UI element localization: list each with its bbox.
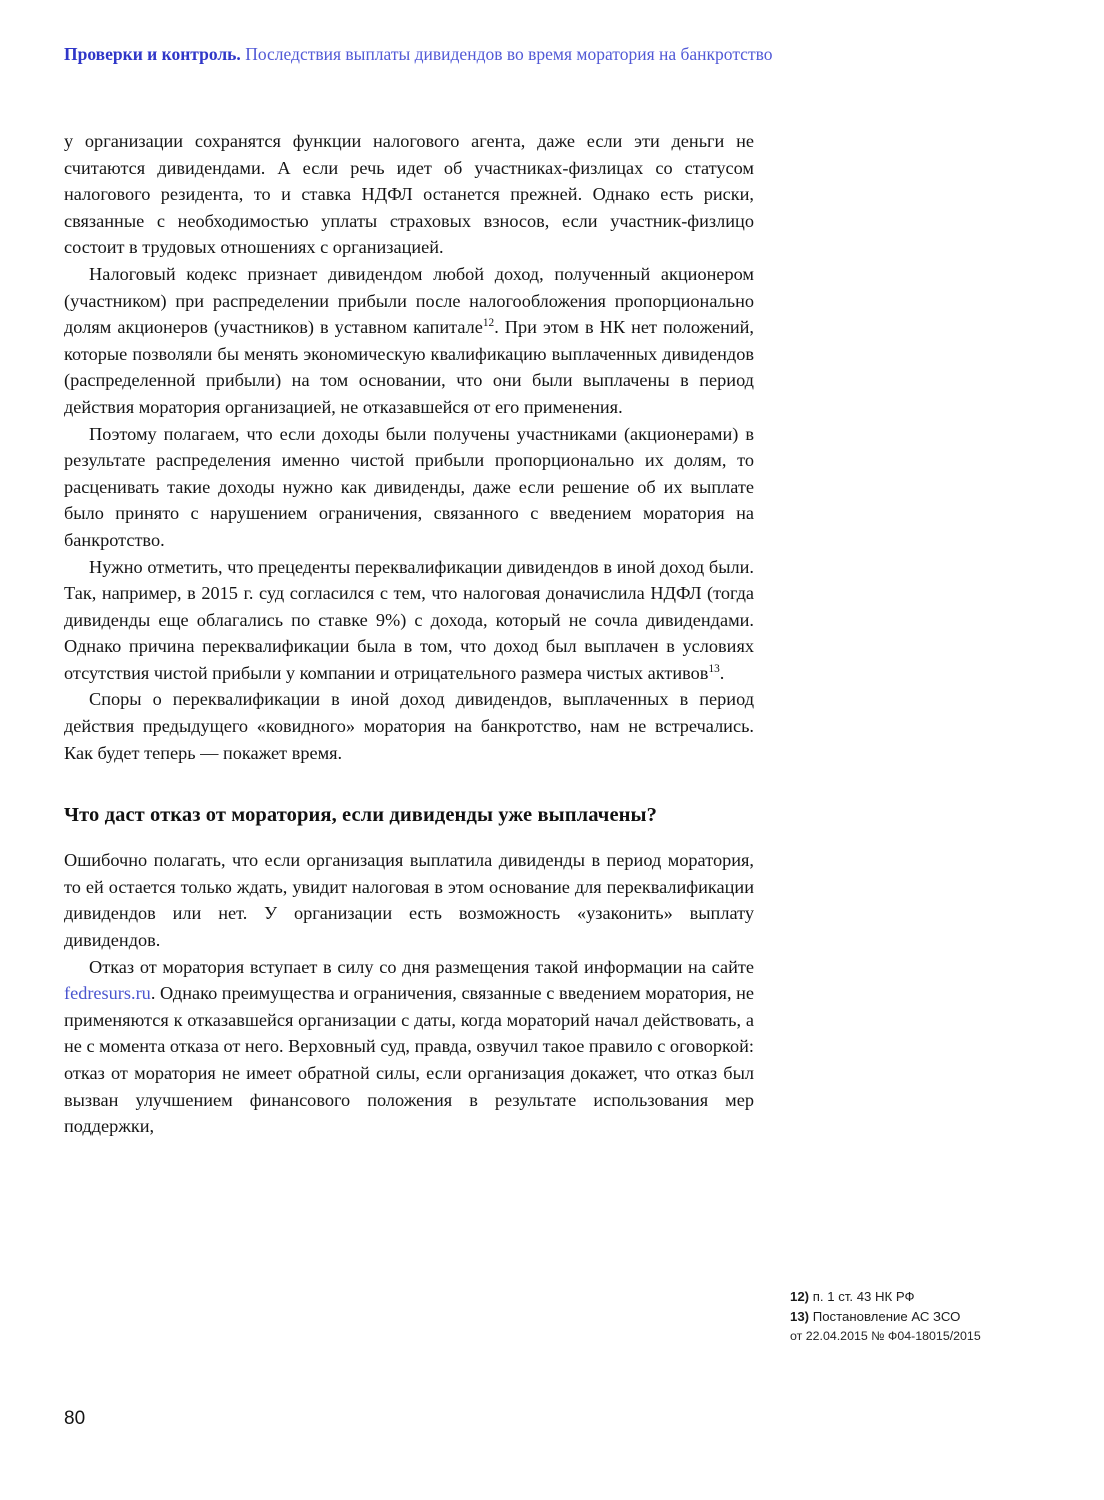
paragraph-7: [64, 954, 754, 1140]
footnote-13-text: Постановление АС ЗСО: [812, 1308, 961, 1324]
running-head-section: Проверки и контроль.: [64, 44, 241, 64]
paragraph-3: Поэтому полагаем, что если доходы были получены участниками (акционерами) в результате распределения именно чистой прибыли пропорционально их долям, то расценивать такие доходы нужно как дивиденды, даже если решение об их выплате было принято с нарушением ограничения, связанного с введением моратория на банкротство.: [64, 423, 754, 550]
paragraph-5: Споры о переквалификации в иной доход дивидендов, выплаченных в период действия предыдущего «ковидного» моратория на банкротство, нам не встречались. Как будет теперь — покажет время.: [64, 689, 754, 763]
footnote-13: [790, 1308, 1040, 1327]
paragraph-6: Ошибочно полагать, что если организация выплатила дивиденды в период моратория, то ей остается только ждать, увидит налоговая в этом основание для переквалификации дивидендов или нет. У организации есть возможность «узаконить» выплату дивидендов.: [64, 850, 754, 951]
fedresurs-link[interactable]: fedresurs.ru: [64, 983, 151, 1004]
paragraph-2-tail: . При этом в НК нет положений, которые позволяли бы менять экономическую квалификацию выплаченных дивидендов (распределенной прибыли) на том основании, что они были выплачены в период действия моратория организацией, не отказавшейся от его применения.: [64, 317, 754, 417]
paragraph-7-start: Отказ от моратория вступает в силу со дня размещения такой информации на сайте: [89, 956, 754, 977]
paragraph-4-text: Нужно отметить, что прецеденты переквалификации дивидендов в иной доход были. Так, например, в 2015 г. суд согласился с тем, что налоговая доначислила НДФЛ (тогда дивиденды еще облагались по ставке 9%) с дохода, который не сочла дивидендами. Однако причина переквалификации была в том, что доход был выплачен в условиях отсутствия чистой прибыли у компании и отрицательного размера чистых активов: [64, 556, 754, 683]
paragraph-4: [64, 554, 754, 687]
main-text-column: [64, 128, 754, 1140]
footnote-ref-12: 12: [482, 317, 495, 330]
running-head: [64, 44, 1044, 65]
footnote-ref-13: 13: [708, 662, 720, 675]
footnote-12-text: п. 1 ст. 43 НК РФ: [812, 1289, 915, 1304]
footnote-13-subtext: от 22.04.2015 № Ф04-18015/2015: [790, 1329, 981, 1343]
paragraph-2-text: Налоговый кодекс признает дивидендом любой доход, полученный акционером (участником) при распределении прибыли после налогообложения пропорционально долям акционеров (участников) в уставном капитале: [64, 263, 754, 338]
paragraph-7-end: . Однако преимущества и ограничения, связанные с введением моратория, не применяются к отказавшейся организации с даты, когда мораторий начал действовать, а не с момента отказа от него. Верховный суд, правда, озвучил такое правило с оговоркой: отказ от моратория не имеет обратной силы, если организация докажет, что отказ был вызван улучшением финансового положения в результате использования мер поддержки,: [64, 983, 754, 1137]
footnote-12-number: 12): [790, 1289, 810, 1304]
running-head-title: Последствия выплаты дивидендов во время моратория на банкротство: [245, 44, 773, 64]
paragraph-4-tail: .: [719, 662, 725, 683]
footnote-12: [790, 1288, 1040, 1307]
paragraph-2: [64, 261, 754, 421]
page-number: 80: [64, 1408, 86, 1429]
footnote-13-number: 13): [790, 1308, 810, 1324]
footnotes-block: [790, 1288, 1040, 1347]
paragraph-1: у организации сохранятся функции налогового агента, даже если эти деньги не считаются дивидендами. А если речь идет об участниках-физлицах со статусом налогового резидента, то и ставка НДФЛ останется прежней. Однако есть риски, связанные с необходимостью уплаты страховых взносов, если участник-физлицо состоит в трудовых отношениях с организацией.: [64, 131, 754, 258]
section-heading: Что даст отказ от моратория, если дивиденды уже выплачены?: [64, 804, 658, 827]
